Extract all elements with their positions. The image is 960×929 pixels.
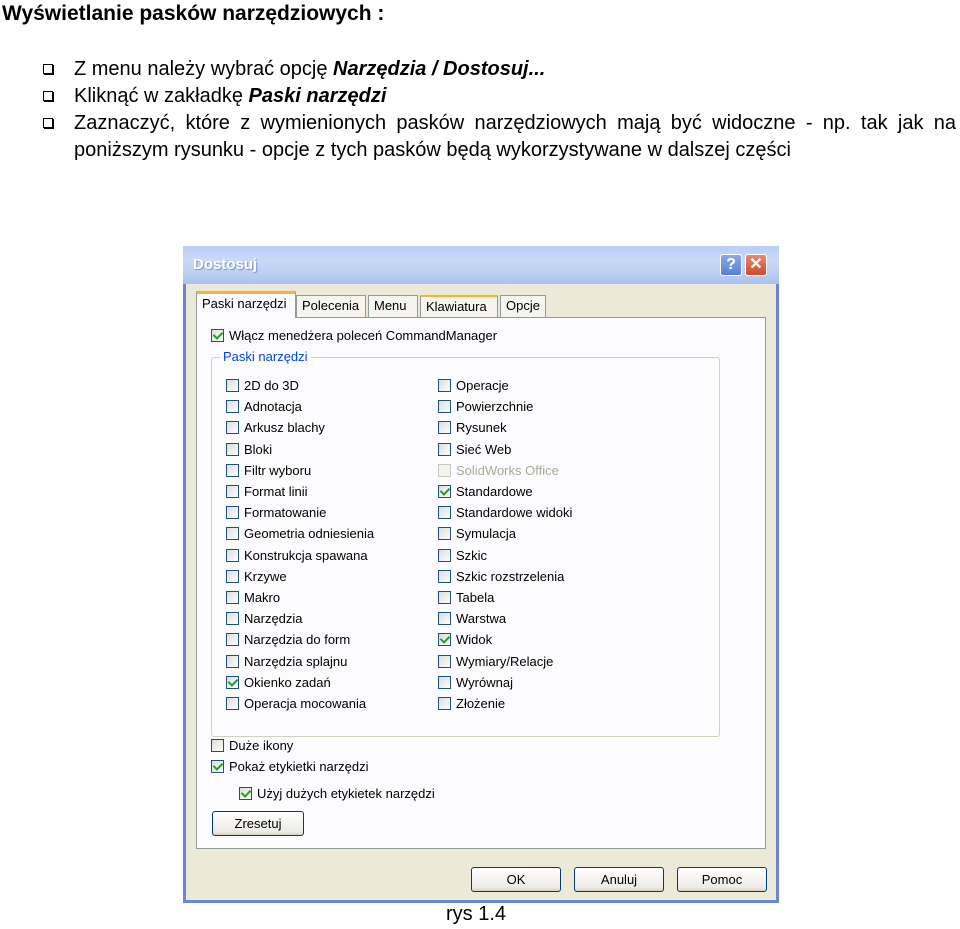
- list-item: [0, 110, 960, 164]
- group-title: Paski narzędzi: [220, 349, 311, 364]
- square-bullet-icon: [43, 118, 53, 128]
- checkbox-label: Okienko zadań: [244, 674, 331, 690]
- checkbox-box[interactable]: [438, 591, 451, 604]
- tab-panel: [196, 317, 766, 849]
- checkbox-box[interactable]: [438, 612, 451, 625]
- toolbar-checkbox[interactable]: [226, 463, 311, 478]
- checkbox-box: [438, 464, 451, 477]
- bullet-bold-text: Narzędzia / Dostosuj...: [333, 58, 546, 80]
- checkbox-label: Operacje: [456, 378, 509, 393]
- checkbox-box[interactable]: [226, 464, 239, 477]
- help-button[interactable]: Pomoc: [677, 867, 767, 892]
- toolbar-checkbox[interactable]: [226, 611, 303, 626]
- toolbar-checkbox[interactable]: [226, 632, 350, 647]
- checkbox-label: Szkic rozstrzelenia: [456, 568, 565, 584]
- checkbox-label: Narzędzia splajnu: [244, 653, 348, 669]
- bullet-text: Zaznaczyć, które z wymienionych pasków narzędziowych mają być widoczne - np. tak jak na poniższym rysunku - opcje z tych pasków będą wykorzystywane w dalszej części: [74, 112, 956, 161]
- checkbox-label: Wymiary/Relacje: [456, 653, 554, 669]
- list-item: [0, 56, 960, 83]
- toolbar-checkbox[interactable]: [438, 675, 513, 690]
- toolbar-checkbox[interactable]: [226, 484, 308, 499]
- checkbox-label: 2D do 3D: [244, 378, 299, 393]
- figure-caption: rys 1.4: [446, 903, 507, 925]
- checkbox-box[interactable]: [226, 570, 239, 583]
- checkbox-box[interactable]: [226, 485, 239, 498]
- toolbar-checkbox[interactable]: [226, 526, 374, 541]
- reset-button[interactable]: Zresetuj: [212, 811, 304, 836]
- checkbox-label: Rysunek: [456, 420, 507, 436]
- checkbox-box[interactable]: [438, 421, 451, 434]
- list-item: [0, 83, 960, 110]
- checkbox-label: Format linii: [244, 484, 308, 499]
- checkbox-label: Złożenie: [456, 696, 506, 711]
- checkbox-box[interactable]: [211, 760, 224, 773]
- command-manager-checkbox[interactable]: [211, 328, 497, 343]
- checkbox-box[interactable]: [226, 443, 239, 456]
- checkbox-label: Warstwa: [456, 611, 507, 627]
- checkbox-label: Standardowe widoki: [456, 505, 573, 521]
- toolbar-checkbox[interactable]: [438, 442, 511, 457]
- tab-opcje[interactable]: Opcje: [500, 295, 546, 317]
- toolbar-checkbox[interactable]: [226, 569, 287, 584]
- toolbar-checkbox[interactable]: [438, 420, 507, 435]
- checkbox-label: Włącz menedżera poleceń CommandManager: [229, 328, 498, 343]
- checkbox-box[interactable]: [226, 421, 239, 434]
- toolbar-checkbox[interactable]: [226, 654, 347, 669]
- ok-button[interactable]: OK: [471, 867, 561, 892]
- toolbar-checkbox[interactable]: [226, 378, 299, 393]
- checkbox-box[interactable]: [211, 329, 224, 342]
- bullet-bold-text: Paski narzędzi: [248, 85, 387, 107]
- checkbox-label: Widok: [456, 632, 493, 648]
- checkbox-box[interactable]: [226, 379, 239, 392]
- toolbar-checkbox[interactable]: [438, 548, 487, 563]
- checkbox-box[interactable]: [226, 676, 239, 689]
- checkbox-label: Narzędzia do form: [244, 632, 351, 648]
- checkbox-label: Narzędzia: [244, 611, 303, 627]
- tab-klawiatura[interactable]: Klawiatura: [420, 295, 498, 317]
- checkbox-label: Adnotacja: [244, 399, 302, 415]
- checkbox-box[interactable]: [438, 485, 451, 498]
- toolbar-checkbox[interactable]: [226, 590, 280, 605]
- toolbar-checkbox[interactable]: [226, 675, 331, 690]
- checkbox-box[interactable]: [226, 655, 239, 668]
- checkbox-box[interactable]: [438, 655, 451, 668]
- toolbar-checkbox[interactable]: [226, 420, 325, 435]
- toolbar-checkbox[interactable]: [226, 505, 326, 520]
- close-icon[interactable]: ✕: [745, 254, 767, 276]
- toolbar-checkbox[interactable]: [438, 696, 505, 711]
- checkbox-label: Użyj dużych etykietek narzędzi: [257, 786, 435, 801]
- square-bullet-icon: [43, 64, 53, 74]
- toolbar-checkbox[interactable]: [438, 378, 509, 393]
- checkbox-label: Bloki: [244, 441, 273, 457]
- toolbar-checkbox[interactable]: [438, 399, 533, 414]
- checkbox-box[interactable]: [438, 379, 451, 392]
- checkbox-box[interactable]: [226, 527, 239, 540]
- checkbox-box[interactable]: [438, 676, 451, 689]
- tab-menu[interactable]: Menu: [368, 295, 418, 317]
- toolbar-checkbox[interactable]: [438, 590, 494, 605]
- checkbox-label: Pokaż etykietki narzędzi: [229, 759, 369, 774]
- checkbox-box[interactable]: [438, 570, 451, 583]
- checkbox-box[interactable]: [438, 697, 451, 710]
- toolbar-checkbox: [438, 463, 559, 478]
- checkbox-label: Geometria odniesienia: [244, 526, 375, 542]
- checkbox-label: Duże ikony: [229, 738, 294, 753]
- checkbox-box[interactable]: [438, 549, 451, 562]
- toolbar-checkbox[interactable]: [226, 399, 302, 414]
- toolbar-checkbox[interactable]: [438, 484, 533, 499]
- cancel-button[interactable]: Anuluj: [574, 867, 664, 892]
- checkbox-box[interactable]: [226, 506, 239, 519]
- checkbox-label: Arkusz blachy: [244, 420, 325, 436]
- checkbox-label: Operacja mocowania: [244, 696, 367, 711]
- bullet-text: Z menu należy wybrać opcję: [74, 58, 334, 80]
- checkbox-box[interactable]: [239, 787, 252, 800]
- instruction-list: [0, 56, 960, 164]
- checkbox-box[interactable]: [211, 739, 224, 752]
- customize-dialog: [183, 246, 779, 903]
- checkbox-label: Krzywe: [244, 568, 287, 584]
- toolbar-checkbox[interactable]: [438, 632, 492, 647]
- checkbox-box[interactable]: [226, 697, 239, 710]
- checkbox-label: Powierzchnie: [456, 399, 534, 415]
- checkbox-label: Szkic: [456, 547, 488, 563]
- toolbar-checkbox[interactable]: [438, 526, 516, 541]
- square-bullet-icon: [43, 91, 53, 101]
- bullet-text: Kliknąć w zakładkę: [74, 85, 249, 107]
- toolbar-checkbox[interactable]: [226, 548, 368, 563]
- checkbox-box[interactable]: [226, 400, 239, 413]
- checkbox-label: Makro: [244, 590, 281, 605]
- checkbox-label: Filtr wyboru: [244, 462, 312, 478]
- checkbox-label: Symulacja: [456, 526, 516, 542]
- toolbar-checkbox[interactable]: [438, 611, 506, 626]
- help-icon[interactable]: ?: [720, 254, 742, 276]
- dialog-title: Dostosuj: [193, 256, 258, 273]
- tab-polecenia[interactable]: Polecenia: [296, 295, 366, 317]
- checkbox-label: Sieć Web: [456, 441, 512, 457]
- toolbars-group: [211, 349, 720, 737]
- checkbox-box[interactable]: [226, 549, 239, 562]
- checkbox-box[interactable]: [226, 591, 239, 604]
- checkbox-label: Wyrównaj: [456, 674, 513, 690]
- toolbar-checkbox[interactable]: [226, 696, 366, 711]
- toolbar-checkbox[interactable]: [438, 569, 564, 584]
- dialog-titlebar: [183, 246, 779, 284]
- checkbox-box[interactable]: [438, 506, 451, 519]
- toolbar-checkbox[interactable]: [226, 442, 272, 457]
- checkbox-box[interactable]: [226, 633, 239, 646]
- toolbar-checkbox[interactable]: [438, 654, 553, 669]
- checkbox-box[interactable]: [226, 612, 239, 625]
- large-tooltips-checkbox[interactable]: [239, 786, 435, 801]
- checkbox-label: Standardowe: [456, 484, 533, 499]
- checkbox-box[interactable]: [438, 443, 451, 456]
- large-icons-checkbox[interactable]: [211, 738, 293, 753]
- checkbox-label: Konstrukcja spawana: [244, 547, 368, 563]
- checkbox-label: Tabela: [456, 590, 495, 605]
- checkbox-box[interactable]: [438, 400, 451, 413]
- checkbox-box[interactable]: [438, 527, 451, 540]
- checkbox-label: SolidWorks Office: [456, 462, 559, 478]
- page-heading: Wyświetlanie pasków narzędziowych :: [2, 2, 385, 25]
- checkbox-label: Formatowanie: [244, 505, 327, 521]
- checkbox-box[interactable]: [438, 633, 451, 646]
- tab-paski-narzedzi[interactable]: Paski narzędzi: [196, 291, 296, 318]
- show-tooltips-checkbox[interactable]: [211, 759, 368, 774]
- toolbar-checkbox[interactable]: [438, 505, 572, 520]
